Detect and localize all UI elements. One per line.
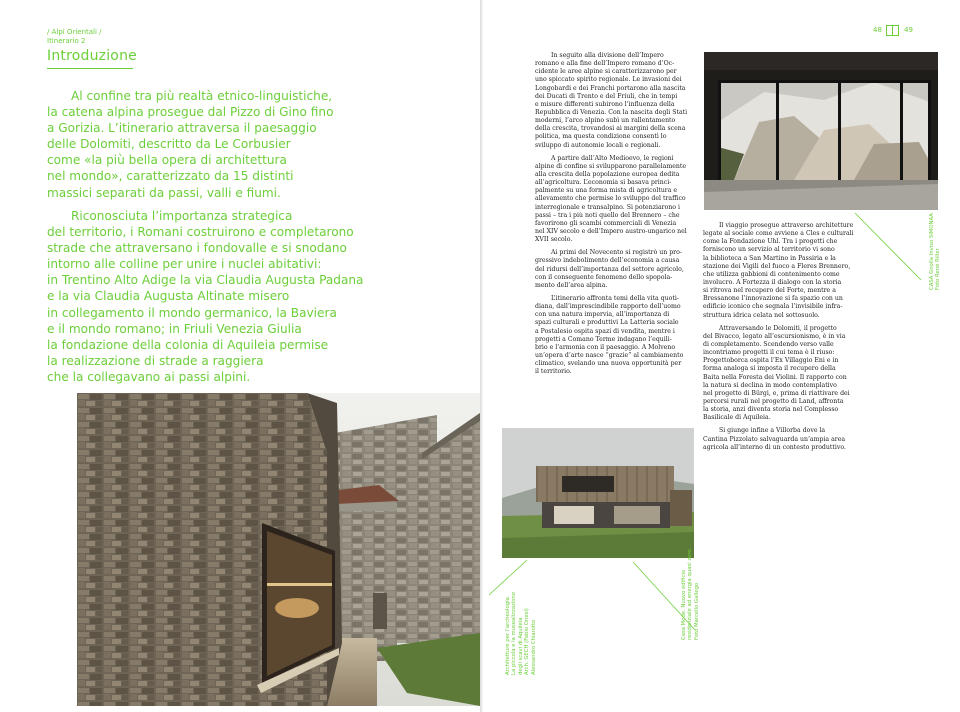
right-page <box>483 0 960 712</box>
intro-line: massici separati da passi, valli e fiumi. <box>47 185 281 200</box>
text-line: sviluppo di autonomie locali e regionali. <box>535 141 661 149</box>
text-line: romano e alla fine dell’Impero romano d’Oc- <box>535 60 675 68</box>
text-line: nel progetto di Bürgi, e, prima di riattivare dei <box>703 389 850 397</box>
text-line: incontriamo progetti il cui tema è il riuso: <box>703 349 835 357</box>
text-line: il territorio. <box>535 368 572 376</box>
text-line: In seguito alla divisione dell’Impero <box>551 52 664 59</box>
text-line: un’opera d’arte nasce “grazie” al cambiamento <box>535 351 684 359</box>
caption-line: degli scavi di Aquileia <box>517 617 524 675</box>
page-number-right: 49 <box>904 26 913 34</box>
text-line: L’itinerario affronta temi della vita quoti- <box>551 294 679 302</box>
text-line: passi – tra i più noti quello del Brennero – che <box>535 211 680 219</box>
text-line: Ai primi del Novecento si registrò un pro- <box>551 249 682 257</box>
intro-line: e la via Claudia Augusta Altinate misero <box>47 289 290 304</box>
intro-line: come «la più bella opera di architettura <box>47 153 287 168</box>
text-line: climatico, svelando una nuova opportunità per <box>535 360 682 368</box>
text-line: forma analoga si imposta il recupero della <box>703 365 836 373</box>
caption-top-right <box>929 213 942 290</box>
breadcrumb <box>47 28 102 46</box>
caption-line: Architetture per l’archeologia. <box>505 595 511 675</box>
text-line: con il conseguente fenomeno dello spopola- <box>535 273 673 281</box>
intro-line: delle Dolomiti, descritto da Le Corbusier <box>47 137 291 152</box>
caption-bottom-left <box>505 592 537 675</box>
caption-leader-lines <box>483 0 960 712</box>
text-line: alpine di confine si svilupparono parallelamente <box>535 162 686 170</box>
intro-line: Al confine tra più realtà etnico-linguistiche, <box>71 89 333 103</box>
caption-line: Foto Marcello Gallego <box>693 582 700 640</box>
text-line: mento dell’area alpina. <box>535 281 608 289</box>
caption-line: Alessandro Chiarotto <box>530 619 537 675</box>
text-line: struttura idrica celata nel sottosuolo. <box>703 311 820 319</box>
text-line: gressivo indebolimento dell’economia a causa <box>535 257 680 265</box>
text-line: di completamento. Scendendo verso valle <box>703 340 834 348</box>
text-line: la biblioteca a San Martino in Passiria e la <box>703 254 836 262</box>
text-line: progetti a Comano Terme indagano l’equili- <box>535 335 672 343</box>
text-line: Baita nella Foresta dei Violini. Il rapporto con <box>703 373 847 381</box>
intro-paragraph-2 <box>47 208 363 385</box>
text-line: Longobardi e dei Franchi portarono alla nascita <box>535 84 686 92</box>
intro-line: in collegamento il mondo germanico, la Baviera <box>47 305 337 320</box>
text-line: forniscono un servizio al territorio vi sono <box>703 246 835 254</box>
text-line: agricola all’interno di un contesto produttivo. <box>703 443 846 451</box>
text-line: percorsi rurali nel progetto di Land, affronta <box>703 397 844 405</box>
intro-line: e il mondo romano; in Friuli Venezia Giulia <box>47 321 302 336</box>
text-line: con una natura impervia, all’importanza di <box>535 311 670 319</box>
text-line: Basilicale di Aquileia. <box>703 414 771 422</box>
intro-line: a Gorizia. L’itinerario attraversa il paesaggio <box>47 121 317 136</box>
text-line: come la Fondazione Uhl. Tra i progetti che <box>703 238 838 246</box>
caption-line: Arch. GECH (Fabio Onesi) <box>524 608 531 675</box>
caption-line: Casa Mode. Nuovo edificio <box>681 569 687 640</box>
text-line: XVII secolo. <box>535 236 573 244</box>
text-line: politica, ma questa condizione consentì lo <box>535 133 667 141</box>
text-line: all’agricoltura. L’economia si basava princi- <box>535 179 672 187</box>
intro-line: la fondazione della colonia di Aquileia permise <box>47 337 329 352</box>
text-line: uno spiccato spirito regionale. Le invasioni dei <box>535 76 682 84</box>
caption-middle <box>681 548 700 640</box>
stone-courtyard-photo <box>77 393 480 706</box>
text-line: Repubblica di Venezia. Con la nascita degli Stati <box>535 108 688 116</box>
text-line: dei Ducati di Trento e del Friuli, che in tempi <box>535 92 678 100</box>
title-underline <box>47 68 133 69</box>
text-line: a Postalesio ospita spazi di vendita, mentre i <box>535 327 675 335</box>
intro-line: Riconosciuta l’importanza strategica <box>71 209 293 223</box>
intro-line: la realizzazione di strade a raggiera <box>47 353 264 368</box>
text-line: si ritrova nel recupero del Forte, mentre a <box>703 287 836 295</box>
intro-line: intorno alle colline per unire i nuclei abitativi: <box>47 257 322 272</box>
text-line: Cantina Pizzolato salvaguarda un’ampia area <box>703 435 846 443</box>
text-line: moderni, l’arco alpino subì un rallentamento <box>535 117 676 125</box>
page-number-left: 48 <box>873 26 882 34</box>
text-line: A partire dall’Alto Medioevo, le regioni <box>551 154 674 162</box>
text-line: legate al sociale come avviene a Cles e culturali <box>703 230 854 238</box>
breadcrumb-region: / Alpi Orientali / <box>47 28 102 36</box>
text-line: interregionale e transalpino. Si potenziarono i <box>535 203 680 211</box>
text-line: spazi culturali e produttivi La Latteria sociale <box>535 319 679 327</box>
intro-paragraph-1 <box>47 88 333 201</box>
intro-line: nel mondo», caratterizzato da 15 distinti <box>47 169 294 184</box>
intro-line: del territorio, i Romani costruirono e completarono <box>47 225 354 240</box>
text-line: la storia, anzi diventa storia nel Complesso <box>703 406 839 414</box>
breadcrumb-itinerary: Itinerario 2 <box>47 37 86 45</box>
text-line: del Bivacco, legato all’escursionismo, è in via <box>703 332 846 340</box>
text-line: e misure differenti subirono l’influenza della <box>535 100 675 108</box>
text-line: diana, dall’imprescindibile rapporto dell’uomo <box>535 303 681 311</box>
text-line: che utilizza gabbioni di contenimento come <box>703 270 840 278</box>
caption-line: residenziale ad energia quasi zero. <box>687 547 694 640</box>
intro-line: la catena alpina prosegue dal Pizzo di Gino fino <box>47 105 334 120</box>
text-line: allevamento che permise lo sviluppo del traffico <box>535 195 686 203</box>
intro-line: in Trentino Alto Adige la via Claudia Augusta Padana <box>47 273 364 288</box>
text-line: Bressanone l’innovazione si fa spazio con un <box>703 295 843 303</box>
text-line: palmente su una forma mista di agricoltura e <box>535 187 678 195</box>
text-line: cidente le aree alpine si caratterizzarono per <box>535 68 677 76</box>
text-line: involucro. A Fortezza il dialogo con la storia <box>703 278 842 286</box>
intro-line: che la collegavano ai passi alpini. <box>47 369 251 384</box>
text-line: nel XIV secolo e dell’Impero austro-ungarico nel <box>535 227 687 235</box>
text-line: edificio iconico che segnala l’invisibile infra- <box>703 303 843 311</box>
section-title: Introduzione <box>47 48 137 64</box>
text-line: Attraversando le Dolomiti, il progetto <box>719 324 837 332</box>
text-line: Si giunge infine a Villorba dove la <box>719 427 826 435</box>
caption-line: CASA Gnolla Inviso SIMONAA <box>929 213 935 290</box>
text-line: alla crescita della popolazione europea dedita <box>535 170 680 178</box>
text-line: la natura si declina in modo contemplativo <box>703 381 837 389</box>
text-line: Progettoborca ospita l’Ex Villaggio Eni e in <box>703 357 839 365</box>
text-line: del ridursi dell’importanza del settore agricolo, <box>535 265 684 273</box>
text-line: favorirono gli scambi commerciali di Venezia <box>535 219 677 227</box>
caption-line: Foto René Riller <box>935 248 942 290</box>
caption-line: La piccola e la musealizzazione <box>511 591 518 675</box>
text-line: stazione dei Vigili del fuoco a Fleres Brennero, <box>703 262 851 270</box>
text-line: brio e l’armonia con il paesaggio. A Molveno <box>535 343 676 351</box>
intro-line: strade che attraversano i fondovalle e si snodano <box>47 241 347 256</box>
text-line: Il viaggio prosegue attraverso architetture <box>719 222 854 229</box>
text-line: della crescita, trovandosi ai margini della scena <box>535 125 686 133</box>
